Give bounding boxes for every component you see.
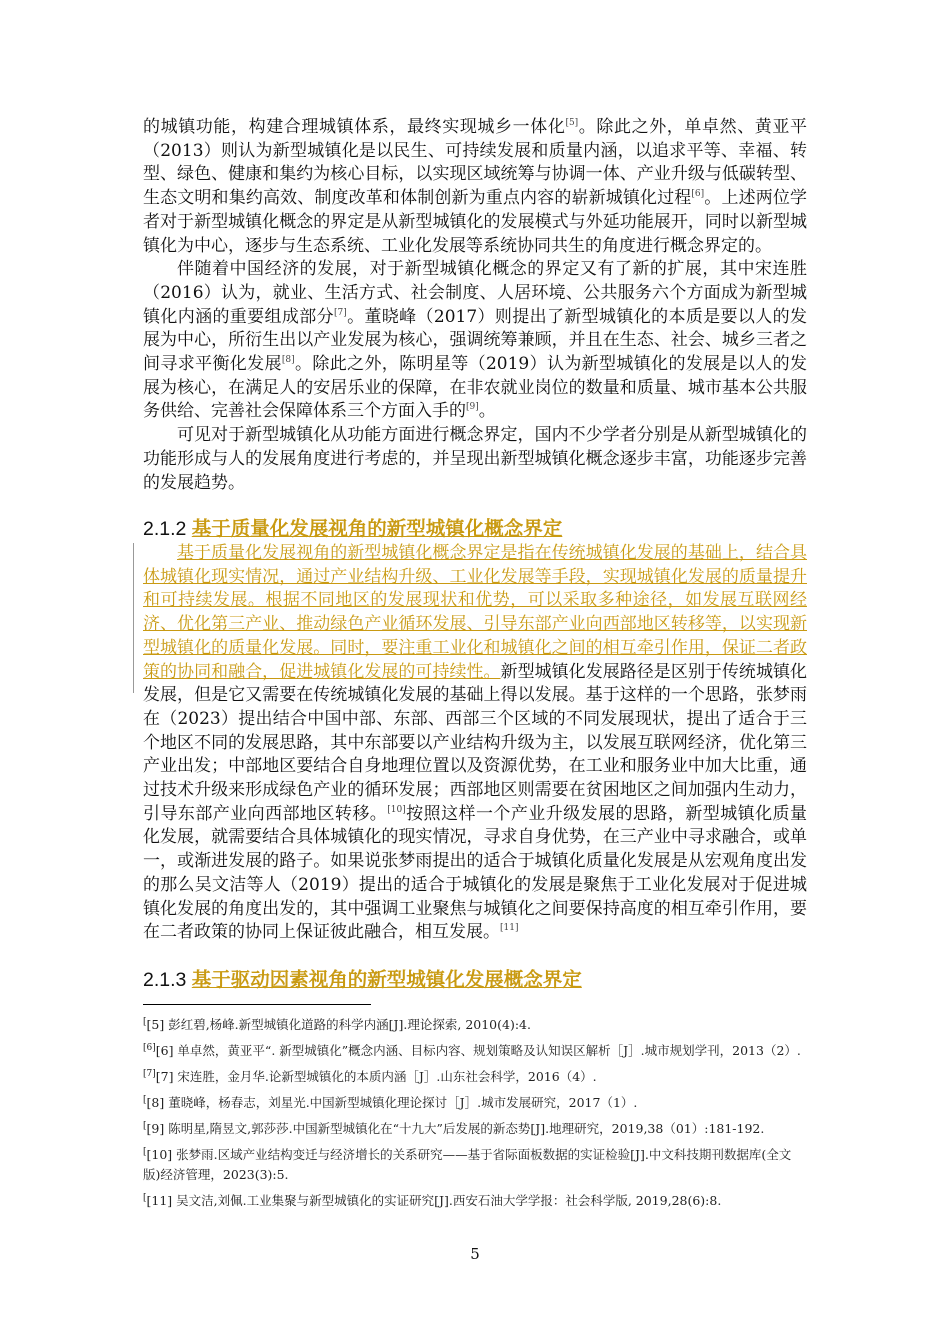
citation-8[interactable]: [8] <box>281 355 295 366</box>
citation-5[interactable]: [5] <box>565 118 579 128</box>
footnote-8: [[8] 董晓峰，杨春志，刘星光.中国新型城镇化理论探讨［J］.城市发展研究，2017（1）. <box>143 1095 638 1110</box>
citation-6[interactable]: [6] <box>691 189 705 200</box>
change-bar <box>133 543 134 693</box>
citation-11[interactable]: [11] <box>500 923 519 934</box>
citation-9[interactable]: [9] <box>466 402 479 413</box>
citation-7[interactable]: [7] <box>333 307 347 318</box>
footnote-11: [[11] 吴文洁,刘佩.工业集聚与新型城镇化的实证研究[J].西安石油大学学报：社会科学版, 2019,28(6):8. <box>143 1193 722 1208</box>
footnotes <box>143 1012 807 1214</box>
section-heading-2-1-2: 2.1.2 基于质量化发展视角的新型城镇化概念界定 <box>143 518 563 540</box>
citation-10[interactable]: [10] <box>387 804 406 815</box>
section-heading-2-1-3: 2.1.3 基于驱动因素视角的新型城镇化发展概念界定 <box>143 969 582 991</box>
footnote-9: [[9] 陈明星,隋昱文,郭莎莎.中国新型城镇化在“十九大”后发展的新态势[J].地理研究，2019,38（01）:181-192. <box>143 1121 765 1136</box>
paragraph-4: 基于质量化发展视角的新型城镇化概念界定是指在传统城镇化发展的基础上，结合具体城镇化现实情况，通过产业结构升级、工业化发展等手段，实现城镇化发展的质量提升和可持续发展。根据不同地区的发展现状和优势，可以采取多种途径，如发展互联网经济、优化第三产业、推动绿色产业循环发展、引导东部产业向西部地区转移等，以实现新型城镇化的质量化发展。同时，要注重工业化和城镇化之间的相互牵引作用，保证二者政策的协同和融合，促进城镇化发展的可持续性。新型城镇化发展路径是区别于传统城镇化发展，但是它又需要在传统城镇化发展的基础上得以发展。基于这样的一个思路，张梦雨在（2023）提出结合中国中部、东部、西部三个区域的不同发展现状，提出了适合于三个地区不同的发展思路，其中东部要以产业结构升级为主，以发展互联网经济，优化第三产业出发；中部地区要结合自身地理位置以及资源优势，在工业和服务业中加大比重，通过技术升级来形成绿色产业的循环发展；西部地区则需要在贫困地区之间加强内生动力，引导东部产业向西部地区转移。[10]按照这样一个产业升级发展的思路，新型城镇化质量化发展，就需要结合具体城镇化的现实情况，寻求自身优势，在三产业中寻求融合，或单一，或渐进发展的路子。如果说张梦雨提出的适合于城镇化质量化发展是从宏观角度出发的那么吴文洁等人（2019）提出的适合于城镇化的发展是聚焦于工业化发展对于促进城镇化发展的角度出发的，其中强调工业聚焦与城镇化之间要保持高度的相互牵引作用，要在二者政策的协同上保证彼此融合，相互发展。[11] <box>143 543 808 943</box>
tracked-insertion[interactable]: 基于质量化发展视角的新型城镇化概念界定是指在传统城镇化发展的基础上，结合具体城镇化现实情况，通过产业结构升级、工业化发展等手段，实现城镇化发展的质量提升和可持续发展。根据不同地区的发展现状和优势，可以采取多种途径，如发展互联网经济、优化第三产业、推动绿色产业循环发展、引导东部产业向西部地区转移等，以实现新型城镇化的质量化发展。同时，要注重工业化和城镇化之间的相互牵引作用，保证二者政策的协同和融合，促进城镇化发展的可持续性。 <box>143 543 807 682</box>
footnote-10: [[10] 张梦雨.区域产业结构变迁与经济增长的关系研究——基于省际面板数据的实证检验[J].中文科技期刊数据库(全文版)经济管理，2023(3):5. <box>143 1147 792 1182</box>
footnote-6: [6][6] 单卓然，黄亚平“. 新型城镇化”概念内涵、目标内容、规划策略及认知误区解析［J］.城市规划学刊，2013（2）. <box>143 1043 801 1058</box>
footnote-separator <box>143 1004 371 1005</box>
body-text-2 <box>143 542 807 945</box>
page-number: 5 <box>470 1245 480 1263</box>
footnote-7: [7][7] 宋连胜，金月华.论新型城镇化的本质内涵［J］.山东社会科学，2016（4）. <box>143 1069 597 1084</box>
paragraph-1: 的城镇功能，构建合理城镇体系，最终实现城乡一体化[5]。除此之外，单卓然、黄亚平（2013）则认为新型城镇化是以民生、可持续发展和质量内涵，以追求平等、幸福、转型、绿色、健康和集约为核心目标，以实现区域统筹与协调一体、产业升级与低碳转型、生态文明和集约高效、制度改革和体制创新为重点内容的崭新城镇化过程[6]。上述两位学者对于新型城镇化概念的界定是从新型城镇化的发展模式与外延功能展开，同时以新型城镇化为中心，逐步与生态系统、工业化发展等系统协同共生的角度进行概念界定的。 <box>143 117 808 256</box>
paragraph-2: 伴随着中国经济的发展，对于新型城镇化概念的界定又有了新的扩展，其中宋连胜（2016）认为，就业、生活方式、社会制度、人居环境、公共服务六个方面成为新型城镇化内涵的重要组成部分[7]。董晓峰（2017）则提出了新型城镇化的本质是要以人的发展为中心，所衍生出以产业发展为核心，强调统筹兼顾，并且在生态、社会、城乡三者之间寻求平衡化发展[8]。除此之外，陈明星等（2019）认为新型城镇化的发展是以人的发展为核心，在满足人的安居乐业的保障，在非农就业岗位的数量和质量、城市基本公共服务供给、完善社会保障体系三个方面入手的[9]。 <box>143 259 808 422</box>
footnote-5: [[5] 彭红碧,杨峰.新型城镇化道路的科学内涵[J].理论探索, 2010(4):4. <box>143 1017 531 1032</box>
paragraph-3: 可见对于新型城镇化从功能方面进行概念界定，国内不少学者分别是从新型城镇化的功能形成与人的发展角度进行考虑的，并呈现出新型城镇化概念逐步丰富，功能逐步完善的发展趋势。 <box>143 425 807 493</box>
body-text <box>143 116 807 495</box>
